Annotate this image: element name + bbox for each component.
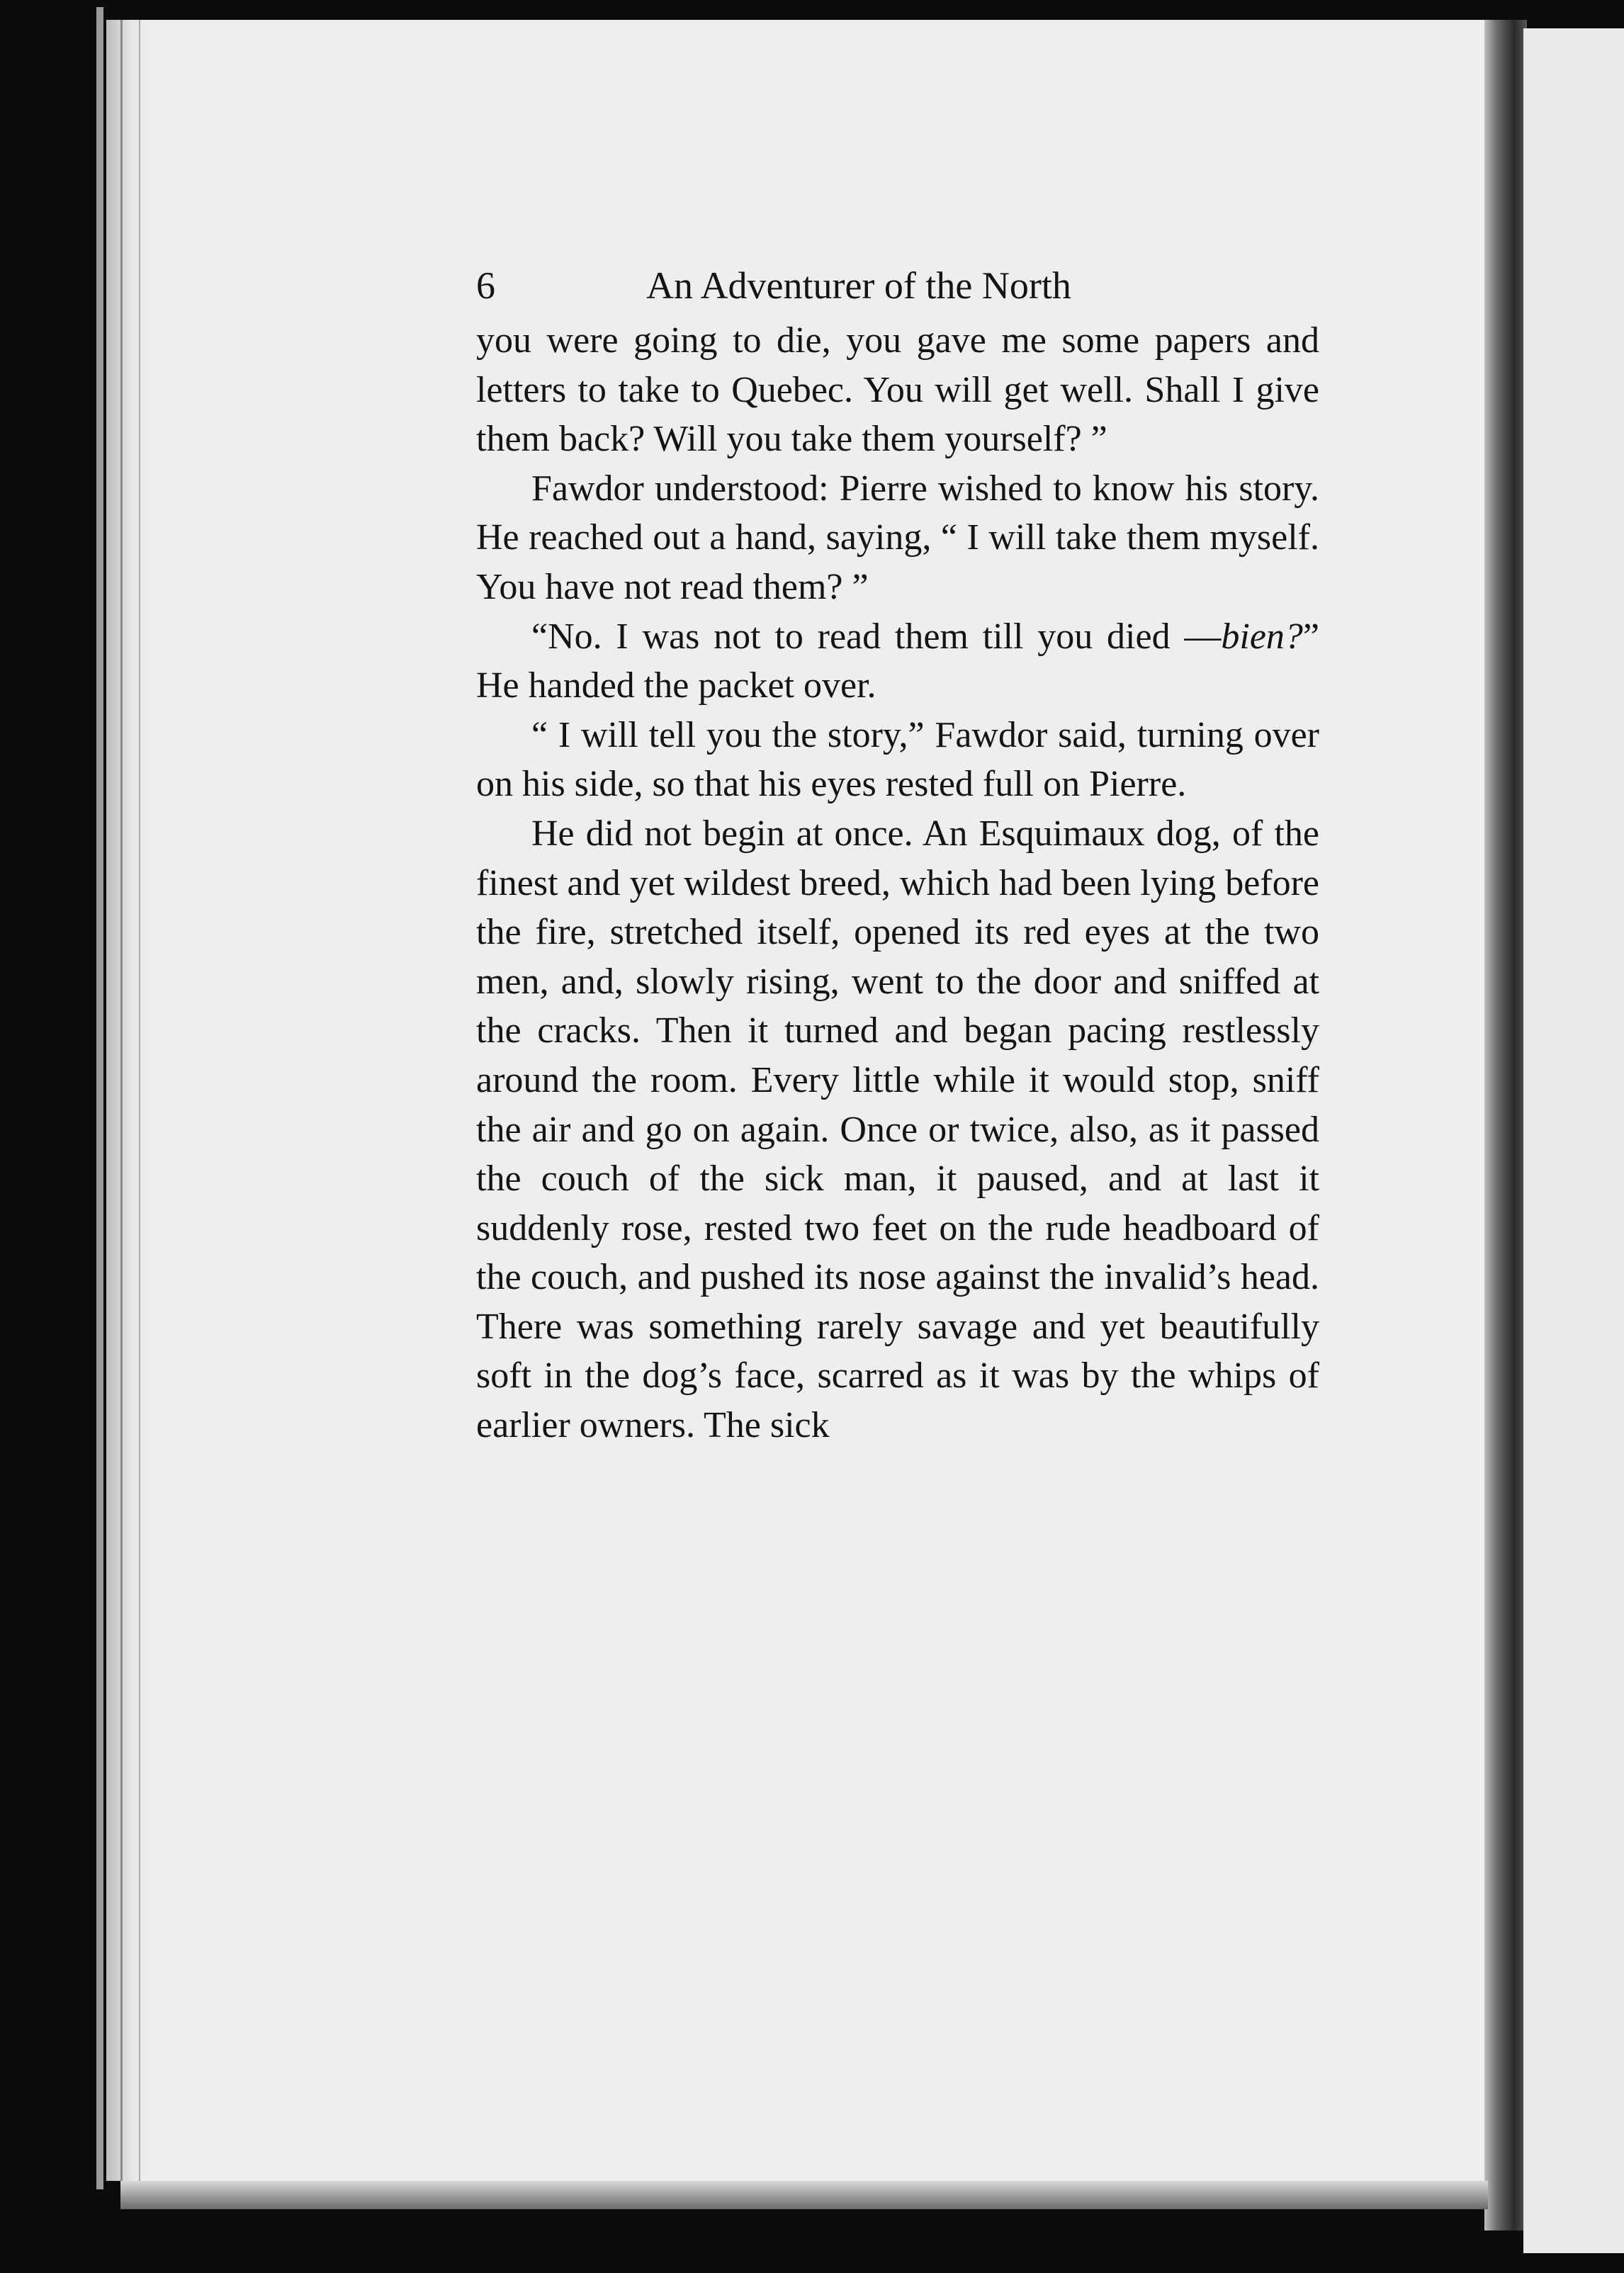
facing-page [1523, 28, 1624, 2253]
paragraph-3 [476, 612, 1319, 711]
page-fold-line [120, 20, 123, 2181]
paragraph-2: Fawdor understood: Pierre wished to know his story. He reached out a hand, saying, “ I will take them myself. You have not read them? ” [476, 468, 1319, 607]
page-fold-line-inner [139, 20, 140, 2181]
page-bottom-edge [120, 2181, 1488, 2209]
paragraph-3-end: ” He handed the packet over. [476, 616, 1319, 706]
running-title: An Adventurer of the North [646, 264, 1071, 307]
paragraph-5: He did not begin at once. An Esquimaux dog, of the finest and yet wildest breed, which had been lying before the fire, stretched itself, opened its red eyes at the two men, and, slowly rising, went to the door and sniffed at the cracks. Then it turned and began pacing restlessly around the room. Every little while it would stop, sniff the air and go on again. Once or twice, also, as it passed the couch of the sick man, it paused, and at last it suddenly rose, rested two feet on the rude headboard of the couch, and pushed its nose against the invalid’s head. There was something rarely savage and yet beautifully soft in the dog’s face, scarred as it was by the whips of earlier owners. The sick [476, 813, 1319, 1446]
paragraph-3-start: “No. I was not to read them till you died — [531, 616, 1222, 657]
paragraph-1: you were going to die, you gave me some papers and letters to take to Quebec. You will get well. Shall I give them back? Will you take them yourself? ” [476, 320, 1319, 460]
page-stack-edge [96, 7, 103, 2189]
paragraph-4: “ I will tell you the story,” Fawdor said, turning over on his side, so that his eyes rested full on Pierre. [476, 714, 1319, 805]
page-shadow-left [106, 20, 149, 2181]
running-head [476, 255, 1319, 316]
book-gutter [1484, 20, 1527, 2230]
page-text [476, 255, 1319, 1450]
page-number: 6 [476, 264, 495, 307]
paragraph-3-italic: bien? [1221, 616, 1303, 657]
